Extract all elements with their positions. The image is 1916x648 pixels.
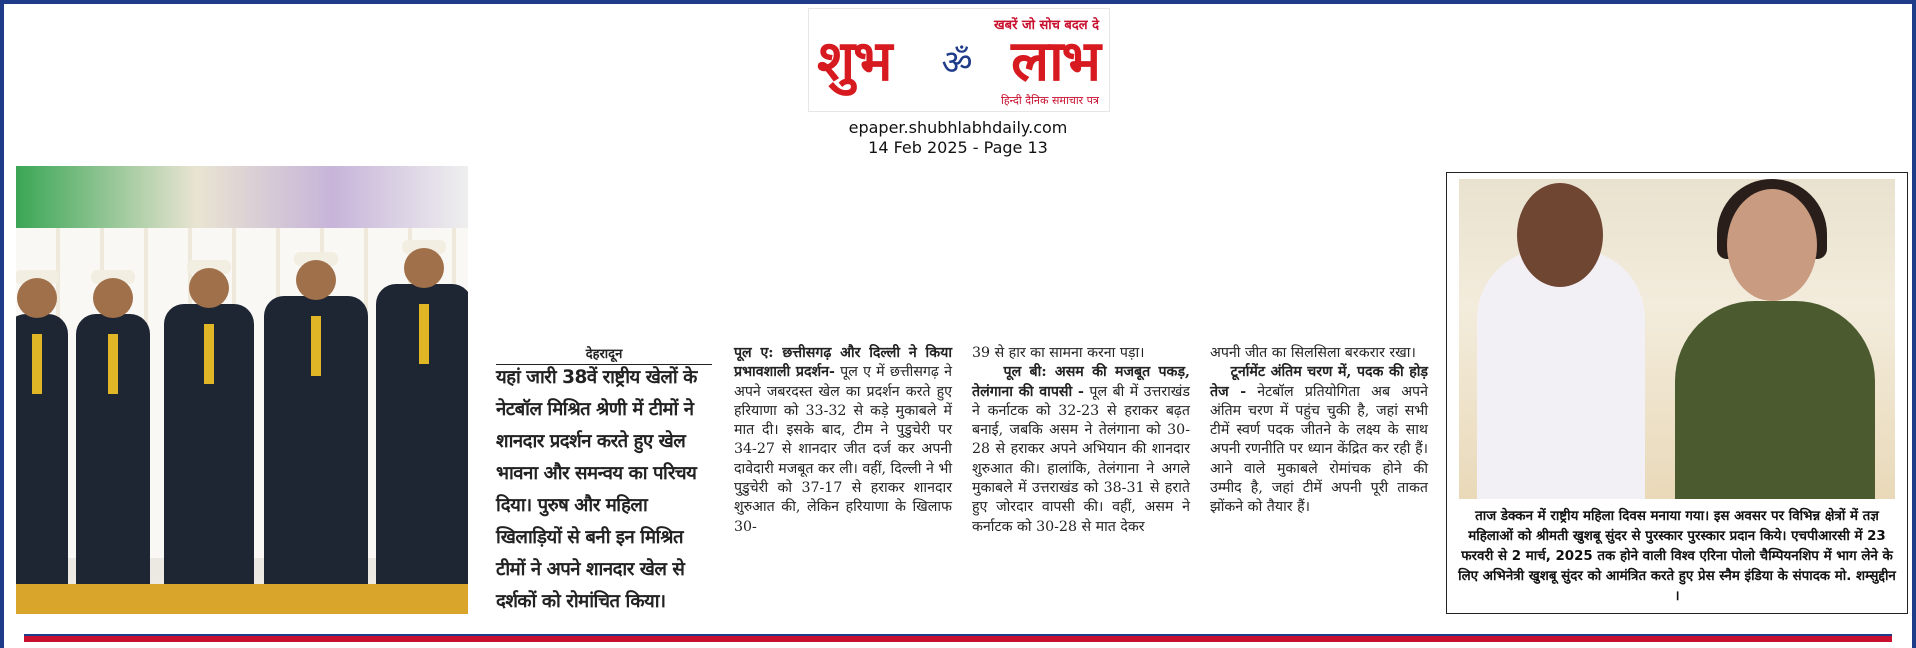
page-frame-top [0,0,1916,4]
masthead-logo[interactable] [808,8,1110,112]
column-2-lead: 39 से हार का सामना करना पड़ा। [972,345,1145,361]
article-headline [496,170,1436,330]
photo-person-left-head [1517,183,1603,287]
article-intro: यहां जारी 38वें राष्ट्रीय खेलों के नेटबॉल मिश्रित श्रेणी में टीमों ने शानदार प्रदर्शन करते हुए खेल भावना और समन्वय का परिचय दिया। पुरुष और महिला खिलाड़ियों से बनी इन मिश्रित टीमों ने अपने शानदार खेल से दर्शकों को रोमांचित किया। [496,367,697,612]
column-2-body: पूल बी में उत्तराखंड ने कर्नाटक को 32-23 से हराकर बढ़त बनाई, जबकि असम ने तेलंगाना को 30-28 से हराकर अपने अभियान की शानदार शुरुआत की। हालांकि, तेलंगाना ने अगले मुकाबले में उत्तराखंड को 38-31 से हराते हुए जोरदार वापसी की। वहीं, असम ने कर्नाटक को 30-28 से मात देकर [972,383,1190,535]
masthead-tagline: खबरें जो सोच बदल दे [994,18,1099,33]
column-3-lead: अपनी जीत का सिलसिला बरकरार रखा। [1210,345,1416,361]
column-3-body: नेटबॉल प्रतियोगिता अब अपने अंतिम चरण में पहुंच चुकी है, जहां सभी टीमें स्वर्ण पदक जीतने के लक्ष्य के साथ अपनी रणनीति पर ध्यान केंद्रित कर रही हैं। आने वाले मुकाबले रोमांचक होने की उम्मीद है, जहां टीमें अपनी पूरी ताकत झोंकने को तैयार हैं। [1210,383,1428,516]
photo-person-right-head [1727,189,1817,301]
subhead-pool-a: पूल ए: छत्तीसगढ़ और दिल्ली ने किया प्रभावशाली प्रदर्शन- [734,345,952,381]
photo-player [376,284,468,614]
logo-word-labh: लाभ [1011,28,1099,94]
award-event-photo [1459,179,1895,499]
side-story-box [1446,172,1908,614]
page-bottom-rule-red [24,636,1892,642]
article-dateline: देहरादून [496,344,712,365]
netball-team-photo [16,166,468,614]
subhead-tournament: टूर्नामेंट अंतिम चरण में, पदक की होड़ तेज - [1210,364,1429,400]
ganesha-icon: ॐ [941,43,973,83]
photo-backdrop-banner [16,166,468,228]
photo-player [164,304,254,614]
column-1-body: पूल ए में छत्तीसगढ़ ने अपने जबरदस्त खेल का प्रदर्शन करते हुए हरियाणा को 33-32 से कड़े मुकाबले में मात दी। इसके बाद, टीम ने पुडुचेरी पर 34-27 से शानदार जीत दर्ज कर अपनी दावेदारी मजबूत कर ली। वहीं, दिल्ली ने भी पुडुचेरी को 37-17 से हराकर शानदार शुरुआत की, लेकिन हरियाणा के खिलाफ 30- [734,364,952,535]
photo-player [264,296,368,614]
epaper-url[interactable]: epaper.shubhlabhdaily.com [848,118,1068,137]
page-frame-right [1912,0,1916,648]
logo-word-shubh: शुभ [817,28,891,94]
page-frame-left [0,0,4,648]
edition-date-page: 14 Feb 2025 - Page 13 [868,138,1048,157]
photo-caption: ताज डेक्कन में राष्ट्रीय महिला दिवस मनाया गया। इस अवसर पर विभिन्न क्षेत्रों में तज्ञ महिलाओं को श्रीमती खुशबू सुंदर से पुरस्कार पुरस्कार प्रदान किये। एचपीआरसी में 23 फरवरी से 2 मार्च, 2025 तक होने वाली विश्व एरिना पोलो चैम्पियनशिप में भाग लेने के लिए अभिनेत्री खुशबू सुंदर को आमंत्रित करते हुए प्रेस स्नैम इंडिया के संपादक मो. शम्सुद्दीन । [1458,509,1896,604]
photo-podium [16,584,468,614]
photo-player [76,314,150,614]
photo-person-right [1675,301,1875,499]
article-column-2 [972,344,1190,537]
photo-player [16,314,68,614]
article-column-3 [1210,344,1428,518]
subhead-pool-b: पूल बी: असम की मजबूत पकड़, तेलंगाना की वापसी - [972,364,1190,400]
article-column-1 [734,344,952,537]
masthead-subtitle: हिन्दी दैनिक समाचार पत्र [1000,94,1099,107]
